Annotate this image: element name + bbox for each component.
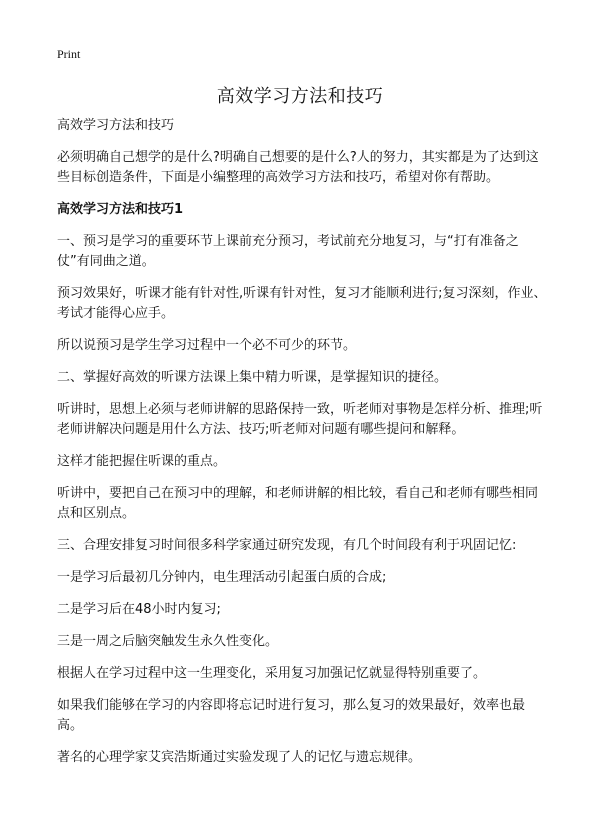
document-subtitle: 高效学习方法和技巧 — [57, 118, 175, 133]
print-label[interactable]: Print — [57, 47, 81, 61]
paragraph: 一、预习是学习的重要环节上课前充分预习，考试前充分地复习，与“打有准备之仗”有同曲之道。 — [57, 234, 519, 269]
paragraph: 三是一周之后脑突触发生永久性变化。 — [57, 634, 279, 649]
paragraph: 根据人在学习过程中这一生理变化，采用复习加强记忆就显得特别重要了。 — [57, 666, 487, 681]
document-body — [57, 116, 547, 780]
paragraph: 著名的心理学家艾宾浩斯通过实验发现了人的记忆与遗忘规律。 — [57, 750, 422, 765]
section-heading: 高效学习方法和技巧1 — [57, 202, 184, 217]
page-title: 高效学习方法和技巧 — [216, 86, 384, 107]
paragraph: 三、合理安排复习时间很多科学家通过研究发现，有几个时间段有利于巩固记忆: — [57, 538, 517, 553]
paragraph: 听讲时，思想上必须与老师讲解的思路保持一致，听老师对事物是怎样分析、推理;听老师讲解决问题是用什么方法、技巧;听老师对问题有哪些提问和解释。 — [57, 402, 543, 437]
paragraph: 听讲中，要把自己在预习中的理解，和老师讲解的相比较，看自己和老师有哪些相同点和区别点。 — [57, 486, 539, 521]
paragraph: 二是学习后在48小时内复习; — [57, 602, 221, 617]
paragraph: 如果我们能够在学习的内容即将忘记时进行复习，那么复习的效果最好，效率也最高。 — [57, 698, 526, 733]
paragraph: 所以说预习是学生学习过程中一个必不可少的环节。 — [57, 338, 357, 353]
paragraph: 这样才能把握住听课的重点。 — [57, 454, 227, 469]
paragraph: 一是学习后最初几分钟内，电生理活动引起蛋白质的合成; — [57, 570, 387, 585]
paragraph: 预习效果好，听课才能有针对性,听课有针对性，复习才能顺利进行;复习深刻，作业、考试才能得心应手。 — [57, 286, 547, 321]
paragraph: 二、掌握好高效的听课方法课上集中精力听课，是掌握知识的捷径。 — [57, 370, 448, 385]
intro-paragraph: 必须明确自己想学的是什么?明确自己想要的是什么?人的努力，其实都是为了达到这些目标创造条件，下面是小编整理的高效学习方法和技巧，希望对你有帮助。 — [57, 150, 539, 185]
